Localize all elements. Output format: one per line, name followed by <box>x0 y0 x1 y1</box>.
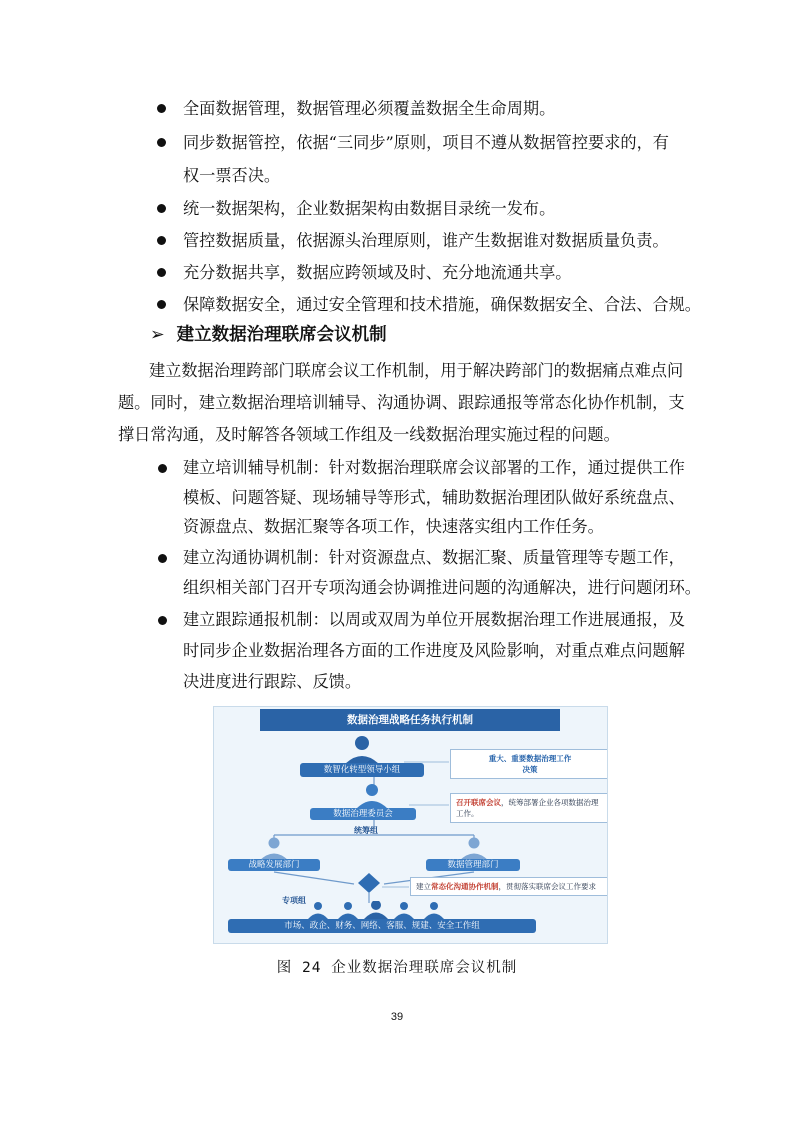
bullet-icon <box>157 300 166 309</box>
leader-group-bar: 数智化转型领导小组 <box>300 763 424 777</box>
decision-callout-highlight: 重大、重要数据治理工作 <box>488 754 572 763</box>
committee-bar: 数据治理委员会 <box>310 808 416 820</box>
special-group-bar: 市场、政企、财务、网络、客服、规建、安全工作组 <box>228 919 536 933</box>
list-item-continuation: 时同步企业数据治理各方面的工作进度及风险影响，对重点难点问题解 <box>183 641 685 660</box>
paragraph-line: 题。同时，建立数据治理培训辅导、沟通协调、跟踪通报等常态化协作机制，支 <box>118 393 685 412</box>
data-dept-person-icon <box>456 837 492 861</box>
list-item: 统一数据架构，企业数据架构由数据目录统一发布。 <box>183 199 556 218</box>
section-heading-text: 建立数据治理联席会议机制 <box>176 325 387 345</box>
paragraph-line: 建立数据治理跨部门联席会议工作机制，用于解决跨部门的数据痛点难点问 <box>149 361 684 380</box>
diamond-icon <box>358 873 380 893</box>
decision-callout-rest: 决策 <box>522 765 538 774</box>
diagram-title: 数据治理战略任务执行机制 <box>260 709 560 731</box>
list-item: 同步数据管控，依据“三同步”原则，项目不遵从数据管控要求的，有 <box>183 133 669 152</box>
bullet-icon <box>157 204 166 213</box>
list-item: 建立沟通协调机制：针对资源盘点、数据汇聚、质量管理等专题工作， <box>183 548 685 567</box>
coord-group-label: 统筹组 <box>354 826 378 835</box>
bullet-icon <box>158 616 167 625</box>
bullet-icon <box>158 554 167 563</box>
collab-callout <box>410 877 608 896</box>
figure-caption: 图 24 企业数据治理联席会议机制 <box>276 960 518 976</box>
meeting-callout-highlight: 召开联席会议 <box>456 798 501 807</box>
list-item: 充分数据共享，数据应跨领域及时、充分地流通共享。 <box>183 263 572 282</box>
list-item-continuation: 组织相关部门召开专项沟通会协调推进问题的沟通解决，进行问题闭环。 <box>183 578 701 597</box>
list-item: 建立培训辅导机制：针对数据治理联席会议部署的工作，通过提供工作 <box>183 458 685 477</box>
special-group-persons-icon <box>306 901 446 919</box>
strategy-person-icon <box>256 837 292 861</box>
data-dept-bar: 数据管理部门 <box>426 859 520 871</box>
bullet-icon <box>158 464 167 473</box>
bullet-icon <box>157 104 166 113</box>
arrow-bullet-icon: ➢ <box>150 325 165 345</box>
org-diagram-figure <box>213 706 608 944</box>
meeting-callout-rest: ，统筹部署企业各项数据治理工作。 <box>456 798 599 818</box>
meeting-callout <box>450 793 608 823</box>
list-item: 保障数据安全，通过安全管理和技术措施，确保数据安全、合法、合规。 <box>183 295 701 314</box>
list-item-continuation: 模板、问题答疑、现场辅导等形式，辅助数据治理团队做好系统盘点、 <box>183 488 685 507</box>
strategy-dept-bar: 战略发展部门 <box>228 859 320 871</box>
list-item: 管控数据质量，依据源头治理原则，谁产生数据谁对数据质量负责。 <box>183 231 669 250</box>
section-heading <box>150 324 387 346</box>
bullet-icon <box>157 236 166 245</box>
collab-callout-rest: ，贯彻落实联席会议工作要求 <box>498 882 596 891</box>
list-item-continuation: 资源盘点、数据汇聚等各项工作，快速落实组内工作任务。 <box>183 517 604 536</box>
committee-person-icon <box>352 783 392 809</box>
leader-person-icon <box>340 735 384 765</box>
bullet-icon <box>157 268 166 277</box>
list-item-continuation: 权一票否决。 <box>183 166 281 185</box>
list-item-continuation: 决进度进行跟踪、反馈。 <box>183 672 362 691</box>
special-group-label: 专项组 <box>282 896 306 905</box>
collab-callout-prefix: 建立 <box>416 882 431 891</box>
decision-callout <box>450 749 608 779</box>
paragraph-line: 撑日常沟通，及时解答各领域工作组及一线数据治理实施过程的问题。 <box>118 425 620 444</box>
list-item: 建立跟踪通报机制：以周或双周为单位开展数据治理工作进展通报，及 <box>183 610 685 629</box>
list-item: 全面数据管理，数据管理必须覆盖数据全生命周期。 <box>183 99 556 118</box>
bullet-icon <box>157 138 166 147</box>
page-number: 39 <box>390 1011 404 1023</box>
collab-callout-highlight: 常态化沟通协作机制 <box>431 882 499 891</box>
